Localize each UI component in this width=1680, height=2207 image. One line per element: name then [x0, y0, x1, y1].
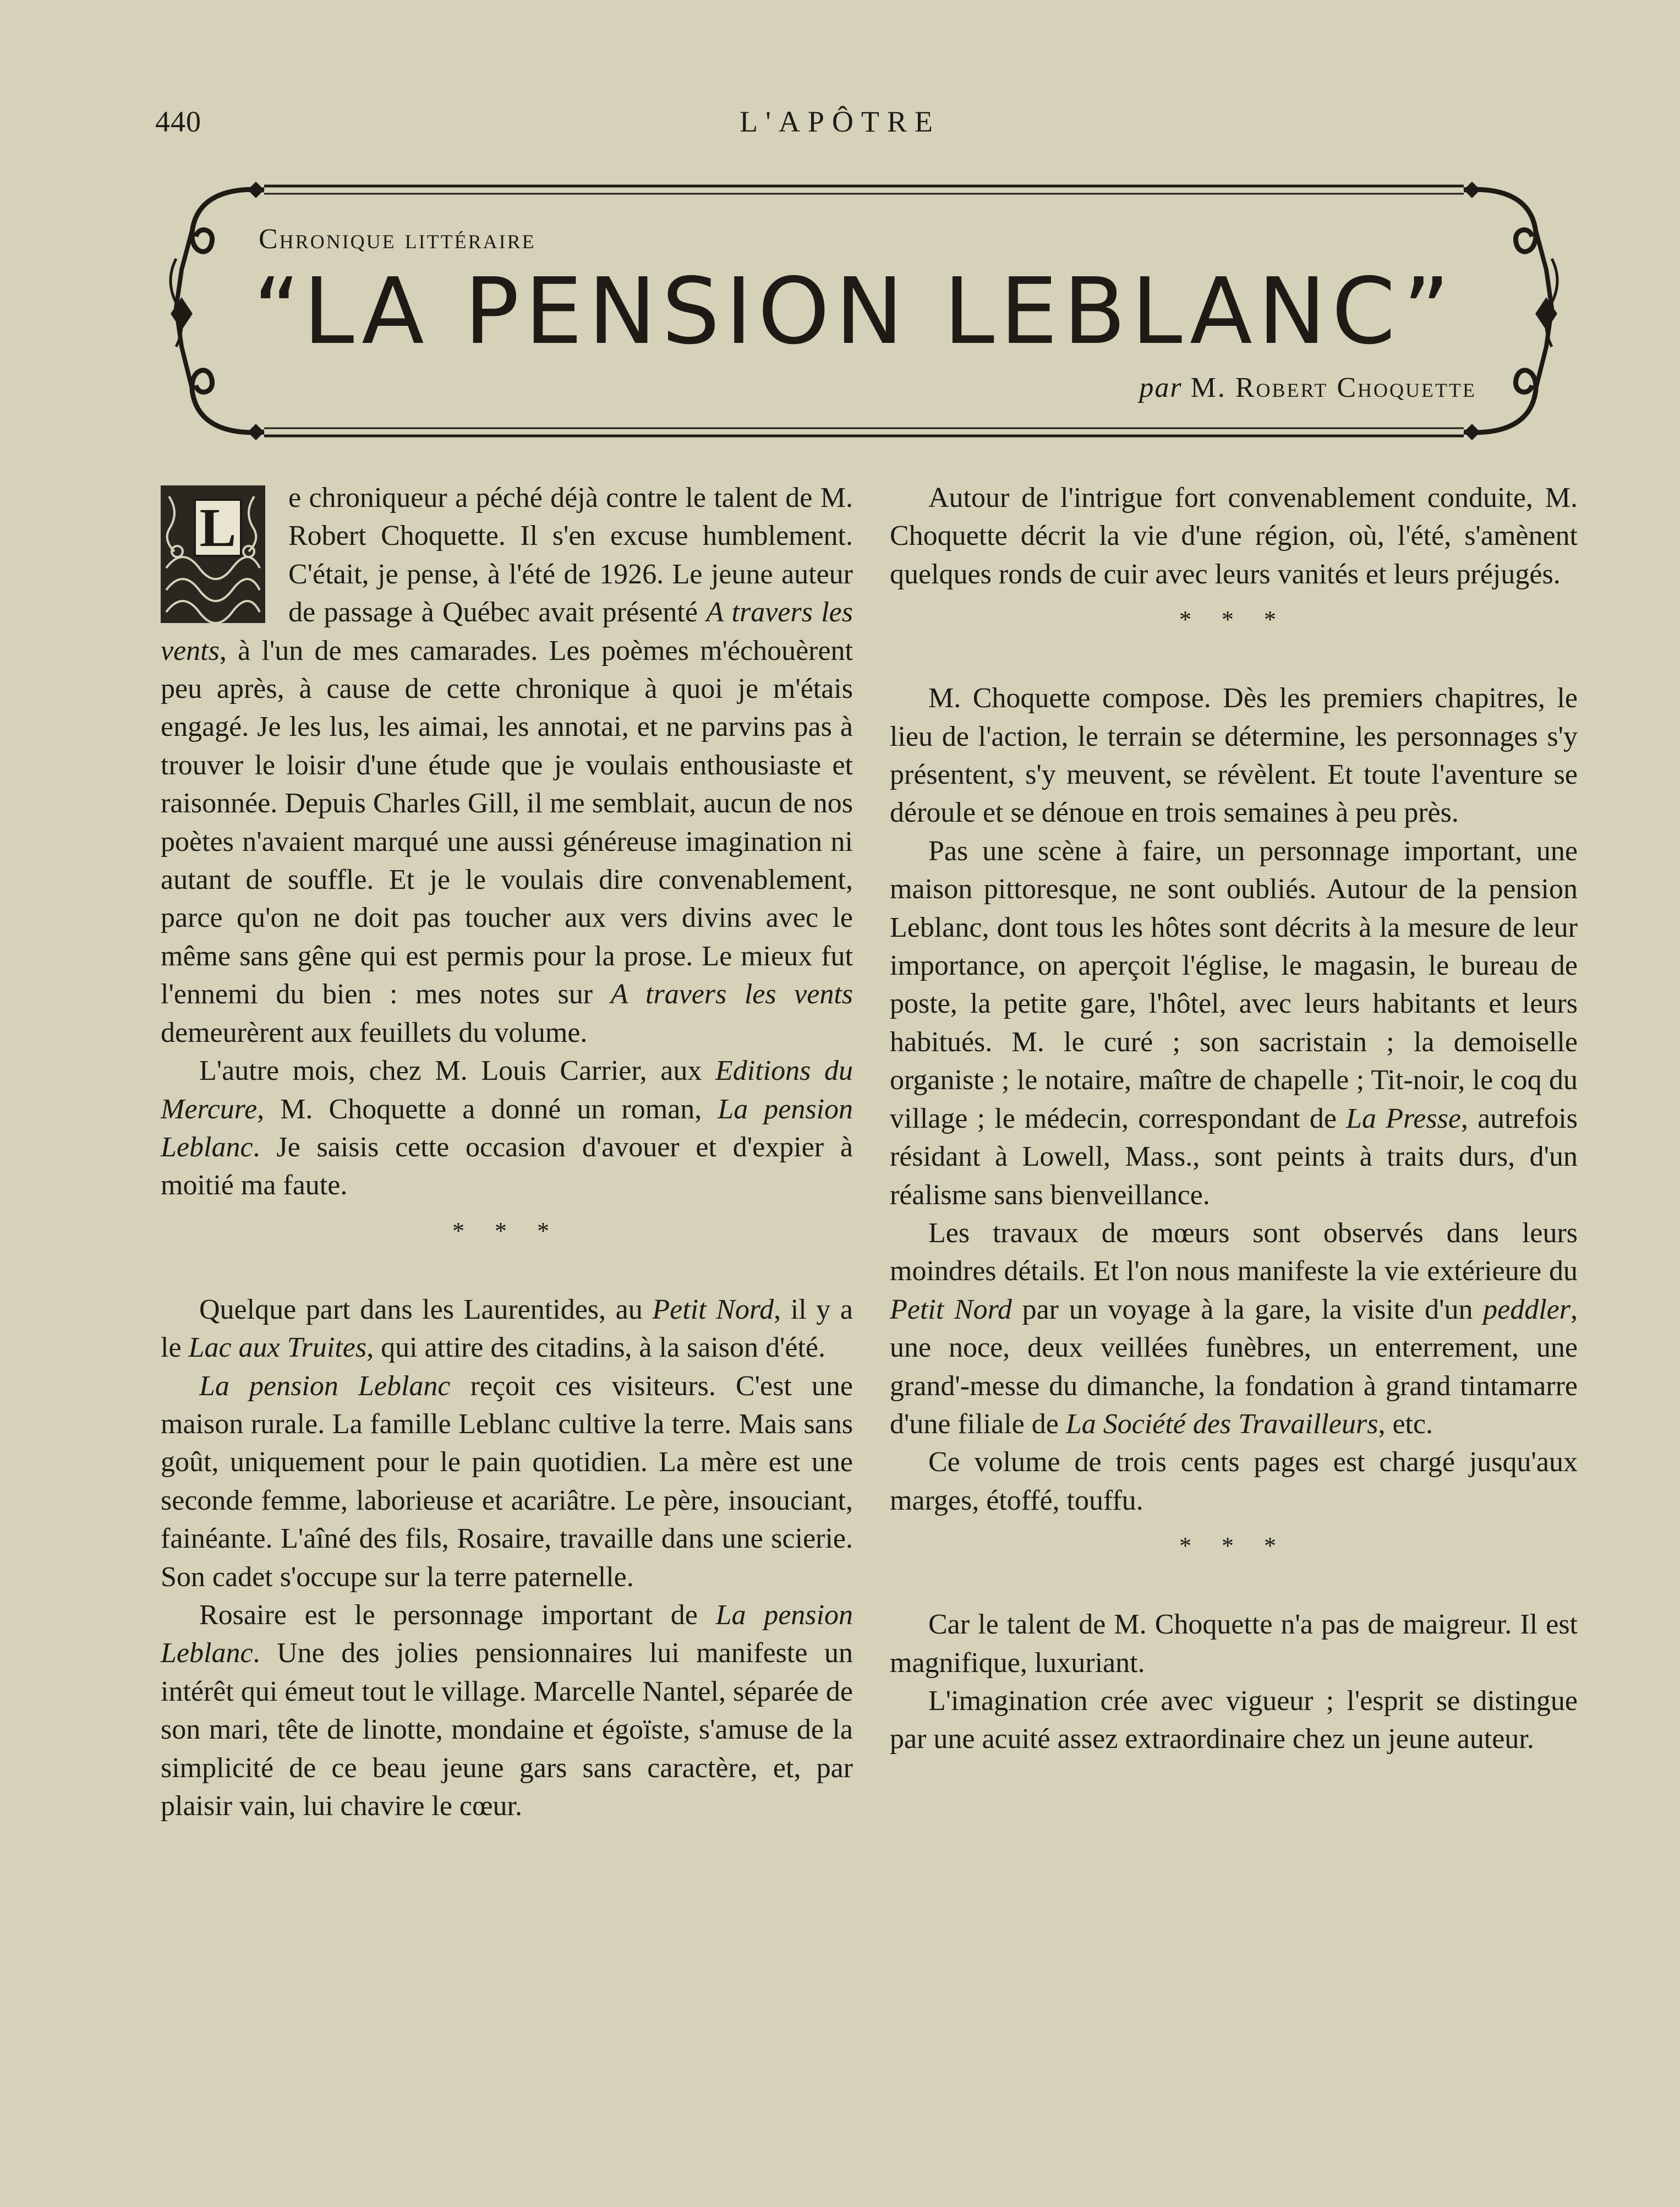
running-title: L'APÔTRE [740, 105, 940, 138]
section-kicker: Chronique littéraire [259, 223, 536, 255]
section-separator: * * * [1179, 1532, 1288, 1560]
left-column [161, 479, 853, 1825]
paragraph: Quelque part dans les Laurentides, au Petit Nord, il y a le Lac aux Truites, qui attire des citadins, à la saison d'été. [161, 1293, 853, 1364]
paragraph: L'autre mois, chez M. Louis Carrier, aux Editions du Mercure, M. Choquette a donné un roman, La pension Leblanc. Je saisis cette occasion d'avouer et d'expier à moitié ma faute. [161, 1055, 853, 1201]
article-title: “LA PENSION LEBLANC” [253, 259, 1455, 365]
paragraph: Rosaire est le personnage important de La pension Leblanc. Une des jolies pensionnaires lui manifeste un intérêt qui émeut tout le village. Marcelle Nantel, séparée de son mari, tête de linotte, mondaine et égoïste, s'amuse de la simplicité de ce beau jeune gars sans caractère, et, par plaisir vain, lui chavire le cœur. [161, 1599, 853, 1822]
section-separator: * * * [452, 1217, 561, 1244]
section-separator: * * * [1179, 606, 1288, 633]
byline-author: M. Robert Choquette [1190, 372, 1476, 403]
paragraph: L'imagination crée avec vigueur ; l'esprit se distingue par une acuité assez extraordinaire chez un jeune auteur. [890, 1685, 1578, 1755]
paragraph: L e chroniqueur a péché déjà contre le talent de M. Robert Choquette. Il s'en excuse humblement. C'était, je pense, à l'été de 1926. Le jeune auteur de passage à Québec avait présenté A travers les vents, à l'un de mes camarades. Les poèmes m'échouèrent peu après, à cause de cette chronique à quoi je m'étais engagé. Je les lus, les aimai, les annotai, et ne parvins pas à trouver le loisir d'une étude que je voulais enthousiaste et raisonnée. Depuis Charles Gill, il me semblait, aucun de nos poètes n'avaient marqué une aussi généreuse imagination ni autant de souffle. Et je le voulais dire convenablement, parce qu'on ne doit pas toucher aux vers divins avec le même sans gêne qui est permis pour la prose. Le mieux fut l'ennemi du bien : mes notes sur A travers les vents demeurèrent aux feuillets du volume. [161, 482, 853, 1048]
right-column [890, 479, 1578, 1758]
paragraph: Les travaux de mœurs sont observés dans leurs moindres détails. Et l'on nous manifeste la vie extérieure du Petit Nord par un voyage à la gare, la visite d'un peddler, une noce, deux veillées funèbres, un enterrement, une grand'-messe du dimanche, la fondation à grand tintamarre d'une filiale de La Société des Travailleurs, etc. [890, 1217, 1578, 1440]
page-number: 440 [155, 105, 201, 138]
paragraph: M. Choquette compose. Dès les premiers chapitres, le lieu de l'action, le terrain se détermine, les personnages s'y présentent, s'y meuvent, se révèlent. Et toute l'aventure se déroule et se dénoue en trois semaines à peu près. [890, 682, 1578, 829]
paragraph: Car le talent de M. Choquette n'a pas de maigreur. Il est magnifique, luxuriant. [890, 1609, 1578, 1679]
paragraph: Ce volume de trois cents pages est chargé jusqu'aux marges, étoffé, touffu. [890, 1446, 1578, 1516]
byline [1139, 372, 1476, 404]
paragraph: Autour de l'intrigue fort convenablement conduite, M. Choquette décrit la vie d'une région, où, l'été, s'amènent quelques ronds de cuir avec leurs vanités et leurs préjugés. [890, 482, 1578, 590]
paragraph: La pension Leblanc reçoit ces visiteurs. C'est une maison rurale. La famille Leblanc cultive la terre. Mais sans goût, uniquement pour le pain quotidien. La mère est une seconde femme, laborieuse et acariâtre. Le père, insouciant, fainéante. L'aîné des fils, Rosaire, travaille dans une scierie. Son cadet s'occupe sur la terre paternelle. [161, 1370, 853, 1593]
dropcap-ornament [161, 485, 265, 623]
dropcap-letter: L [194, 499, 242, 557]
paragraph: Pas une scène à faire, un personnage important, une maison pittoresque, ne sont oubliés. Autour de la pension Leblanc, dont tous les hôtes sont décrits à la mesure de leur importance, on aperçoit l'église, le magasin, le bureau de poste, la petite gare, l'hôtel, avec leurs habitants et leurs habitués. M. le curé ; son sacristain ; la demoiselle organiste ; le notaire, maître de chapelle ; Tit-noir, le coq du village ; le médecin, correspondant de La Presse, autrefois résidant à Lowell, Mass., sont peints à traits durs, d'un réalisme sans bienveillance. [890, 835, 1578, 1211]
byline-par: par [1139, 372, 1183, 403]
